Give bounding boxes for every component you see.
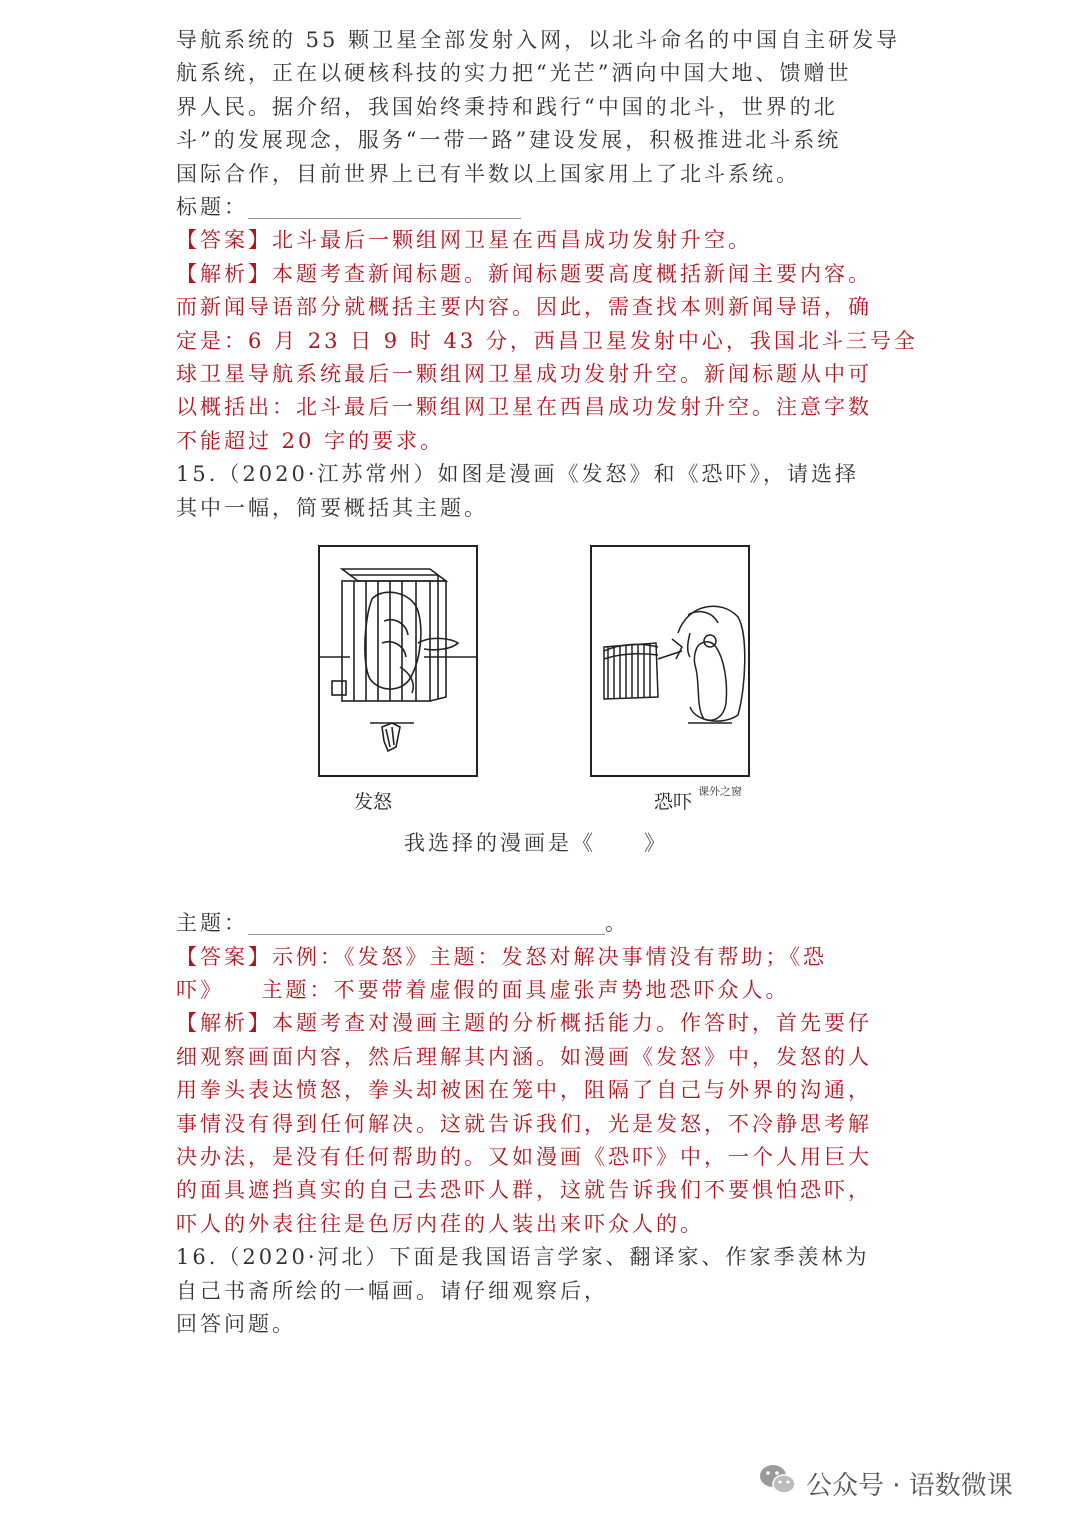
caption-intimidate: 恐吓 [654, 791, 693, 814]
analysis-line: 不能超过 20 字的要求。 [176, 428, 445, 453]
analysis-line: 决办法，是没有任何帮助的。又如漫画《恐吓》中，一个人用巨大 [176, 1144, 872, 1169]
cage-fist-drawing [320, 547, 476, 775]
analysis-line: 而新闻导语部分就概括主要内容。因此，需查找本则新闻导语，确 [176, 295, 872, 320]
analysis-line: 的面具遮挡真实的自己去恐吓人群，这就告诉我们不要惧怕恐吓， [176, 1178, 872, 1203]
q14-answer [176, 224, 916, 257]
q15-question-line: 15.（2020·江苏常州）如图是漫画《发怒》和《恐吓》，请选择 [176, 462, 860, 487]
theme-label: 主题： [176, 911, 248, 936]
cartoon-figure [176, 525, 916, 907]
intro-line: 导航系统的 55 颗卫星全部发射入网，以北斗命名的中国自主研发导 [176, 28, 901, 52]
intro-line: 界人民。据介绍，我国始终秉持和践行“中国的北斗，世界的北 [176, 94, 838, 119]
title-blank: __________________________ [248, 195, 521, 220]
q15-analysis [176, 1007, 916, 1040]
mask-crowd-drawing [592, 547, 748, 775]
analysis-line: 球卫星导航系统最后一颗组网卫星成功发射升空。新闻标题从中可 [176, 362, 872, 387]
analysis-text: 本题考查对漫画主题的分析概括能力。作答时，首先要仔 [272, 1011, 872, 1036]
intro-line: 斗”的发展现念，服务“一带一路”建设发展，积极推进北斗系统 [176, 128, 842, 153]
cartoon-anger [318, 545, 478, 777]
analysis-line: 细观察画面内容，然后理解其内涵。如漫画《发怒》中，发怒的人 [176, 1044, 872, 1069]
document-body [176, 24, 916, 1341]
cartoon-intimidate [590, 545, 750, 777]
answer-text: 北斗最后一颗组网卫星在西昌成功发射升空。 [272, 228, 752, 253]
answer-tag: 【答案】 [176, 228, 272, 253]
analysis-line: 以概括出：北斗最后一颗组网卫星在西昌成功发射升空。注意字数 [176, 395, 872, 420]
intro-line: 航系统，正在以硬核科技的实力把“光芒”洒向中国大地、馈赠世 [176, 61, 852, 86]
title-label: 标题： [176, 195, 248, 220]
q14-title-line [176, 191, 916, 224]
wechat-icon [758, 1463, 798, 1504]
q16-line: 回答问题。 [176, 1311, 296, 1336]
answer-line: 吓》 主题：不要带着虚假的面具虚张声势地恐吓众人。 [176, 977, 790, 1002]
q15-question-line: 其中一幅，简要概括其主题。 [176, 495, 488, 520]
analysis-line: 吓人的外表往往是色厉内荏的人装出来吓众人的。 [176, 1211, 704, 1236]
intro-line: 国际合作，目前世界上已有半数以上国家用上了北斗系统。 [176, 161, 800, 186]
analysis-line: 事情没有得到任何解决。这就告诉我们，光是发怒，不冷静思考解 [176, 1111, 872, 1136]
q15-theme-line [176, 907, 916, 940]
analysis-tag: 【解析】 [176, 1011, 272, 1036]
analysis-line: 定是：6 月 23 日 9 时 43 分，西昌卫星发射中心，我国北斗三号全 [176, 328, 918, 353]
caption-stamp: 课外之窗 [698, 785, 742, 799]
q16-line: 自己书斋所绘的一幅画。请仔细观察后， [176, 1278, 608, 1303]
analysis-tag: 【解析】 [176, 261, 272, 286]
answer-tag: 【答案】 [176, 944, 272, 969]
caption-anger: 发怒 [354, 791, 393, 814]
theme-end: 。 [605, 911, 629, 936]
watermark [758, 1463, 1013, 1503]
watermark-text: 公众号 · 语数微课 [806, 1470, 1013, 1501]
analysis-text: 本题考查新闻标题。新闻标题要高度概括新闻主要内容。 [272, 261, 872, 286]
theme-blank: __________________________________ [248, 911, 605, 936]
q16-line: 16.（2020·河北）下面是我国语言学家、翻译家、作家季羡林为 [176, 1245, 870, 1270]
q14-analysis [176, 258, 916, 291]
answer-text: 示例：《发怒》主题：发怒对解决事情没有帮助；《恐 [272, 944, 827, 969]
q15-answer [176, 941, 916, 974]
choose-line: 我选择的漫画是《 》 [404, 831, 668, 856]
analysis-line: 用拳头表达愤怒，拳头却被困在笼中，阻隔了自己与外界的沟通， [176, 1078, 872, 1103]
